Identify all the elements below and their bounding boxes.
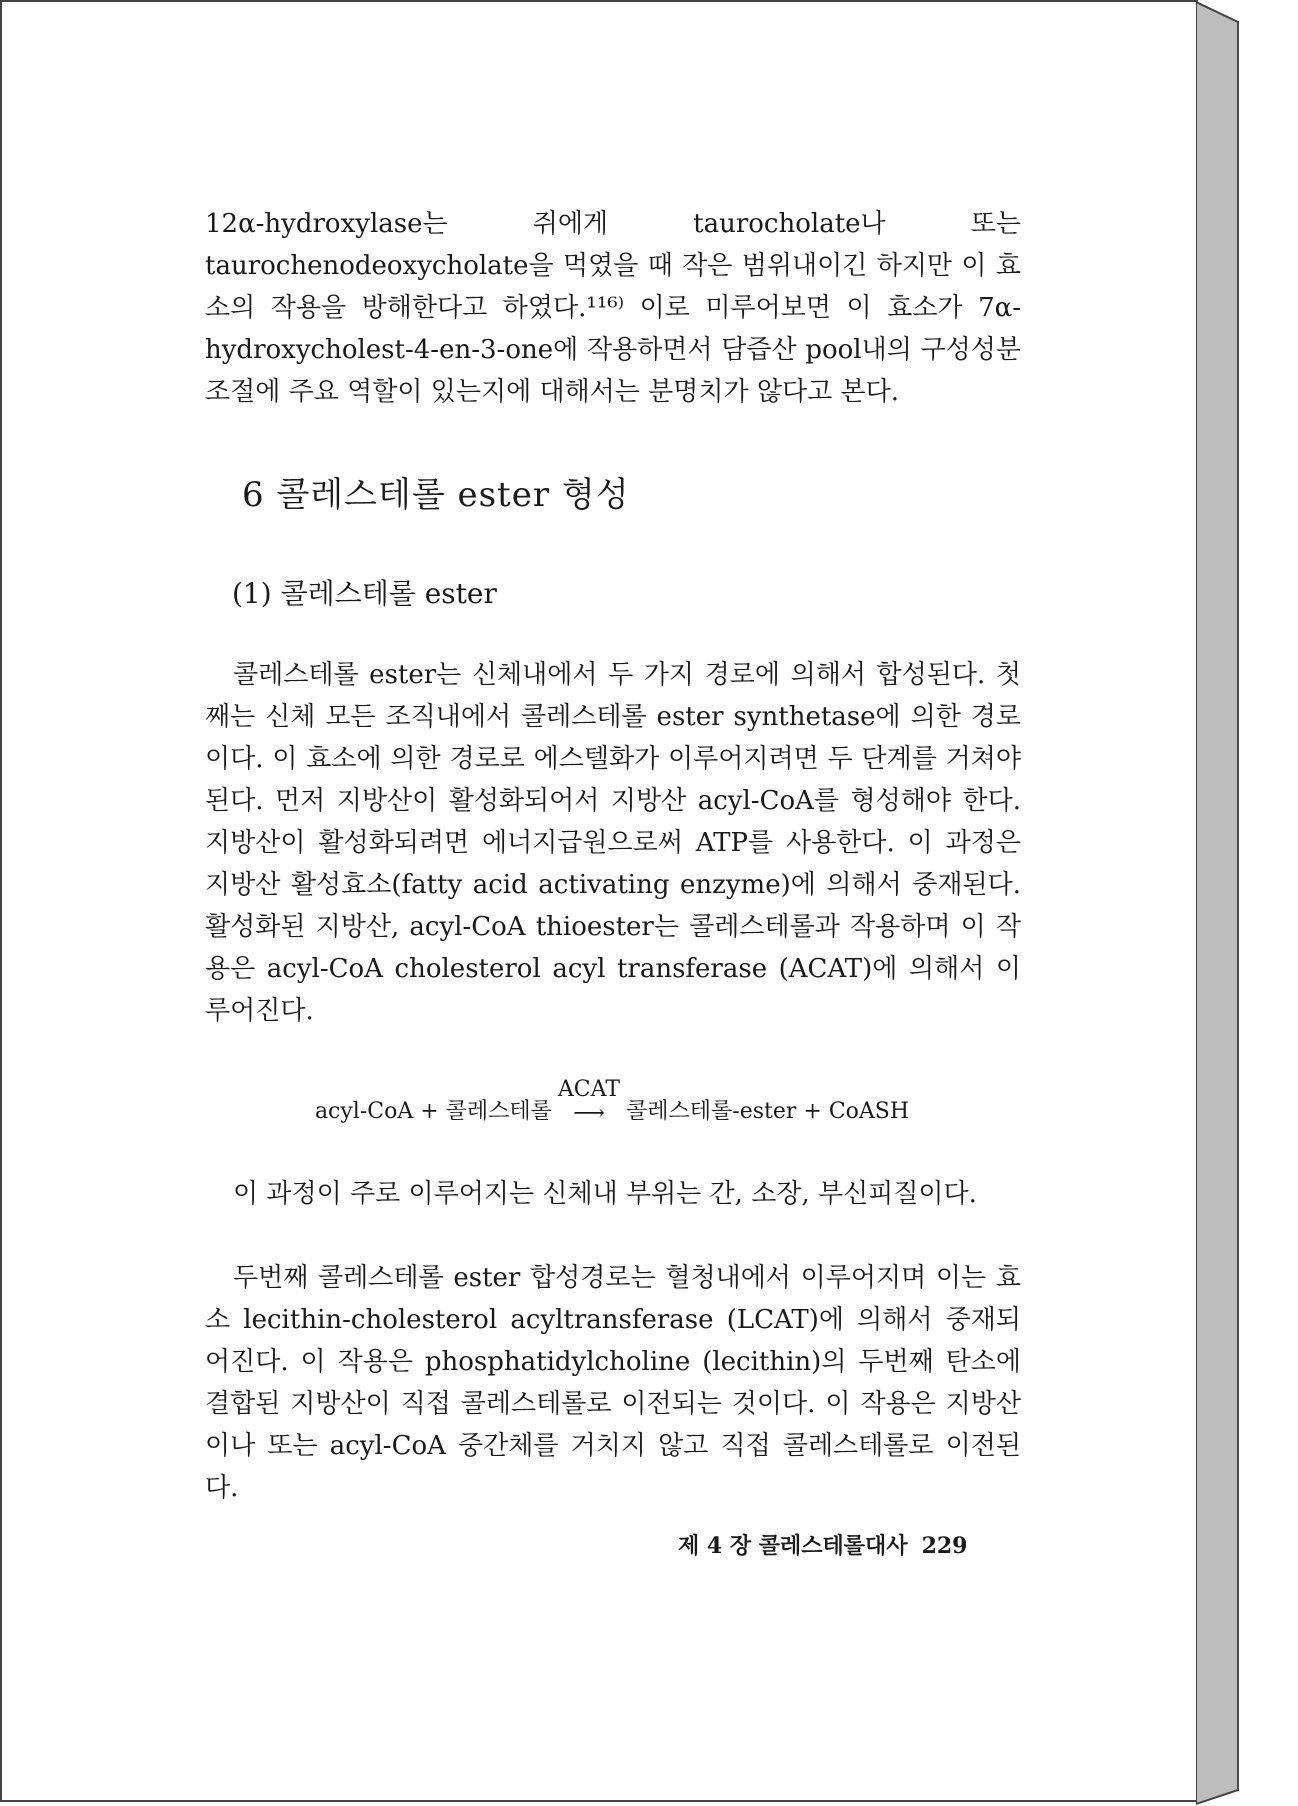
body-paragraph: 두번째 콜레스테롤 ester 합성경로는 혈청내에서 이루어지며 이는 효소 lecithin-cholesterol acyltransferase (LCAT)에 의해서 중재되어진다. 이 작용은 phosphatidylcholine (lecithin)의 두번째 탄소에 결합된 지방산이 직접 콜레스테롤로 이전되는 것이다. 이 작용은 지방산이나 또는 acyl-CoA 중간체를 거치지 않고 직접 콜레스테롤로 이전된다. <box>205 1263 1021 1503</box>
body-paragraph: 12α-hydroxylase는 쥐에게 taurocholate나 또는 taurochenodeoxycholate을 먹였을 때 작은 범위내이긴 하지만 이 효소의 작용을 방해한다고 하였다.¹¹⁶⁾ 이로 미루어보면 이 효소가 7α-hydroxycholest-4-en-3-one에 작용하면서 담즙산 pool내의 구성성분 조절에 주요 역할이 있는지에 대해서는 분명치가 않다고 본다. <box>205 209 1021 407</box>
page-footer <box>678 1529 968 1560</box>
subsection-heading: (1) 콜레스테롤 ester <box>232 577 497 610</box>
equation-reactants: acyl-CoA + 콜레스테롤 <box>314 1099 552 1124</box>
body-paragraph: 콜레스테롤 ester는 신체내에서 두 가지 경로에 의해서 합성된다. 첫째는 신체 모든 조직내에서 콜레스테롤 ester synthetase에 의한 경로이다. 이 효소에 의한 경로로 에스텔화가 이루어지려면 두 단계를 거쳐야 된다. 먼저 지방산이 활성화되어서 지방산 acyl-CoA를 형성해야 한다. 지방산이 활성화되려면 에너지급원으로써 ATP를 사용한다. 이 과정은 지방산 활성효소(fatty acid activating enzyme)에 의해서 중재된다. 활성화된 지방산, acyl-CoA thioester는 콜레스테롤과 작용하며 이 작용은 acyl-CoA cholesterol acyl transferase (ACAT)에 의해서 이루어진다. <box>205 660 1021 1026</box>
equation-products: 콜레스테롤-ester + CoASH <box>626 1099 910 1124</box>
page-number: 229 <box>921 1533 968 1559</box>
body-paragraph: 이 과정이 주로 이루어지는 신체내 부위는 간, 소장, 부신피질이다. <box>233 1179 977 1209</box>
chapter-title: 제 4 장 콜레스테롤대사 <box>678 1533 908 1559</box>
reaction-equation <box>202 1077 1022 1125</box>
equation-enzyme-label: ACAT <box>557 1077 621 1102</box>
section-heading: 6 콜레스테롤 ester 형성 <box>242 475 630 515</box>
reaction-arrow-icon: ⟶ <box>573 1101 605 1126</box>
book-edge-decoration <box>1196 0 1246 1806</box>
